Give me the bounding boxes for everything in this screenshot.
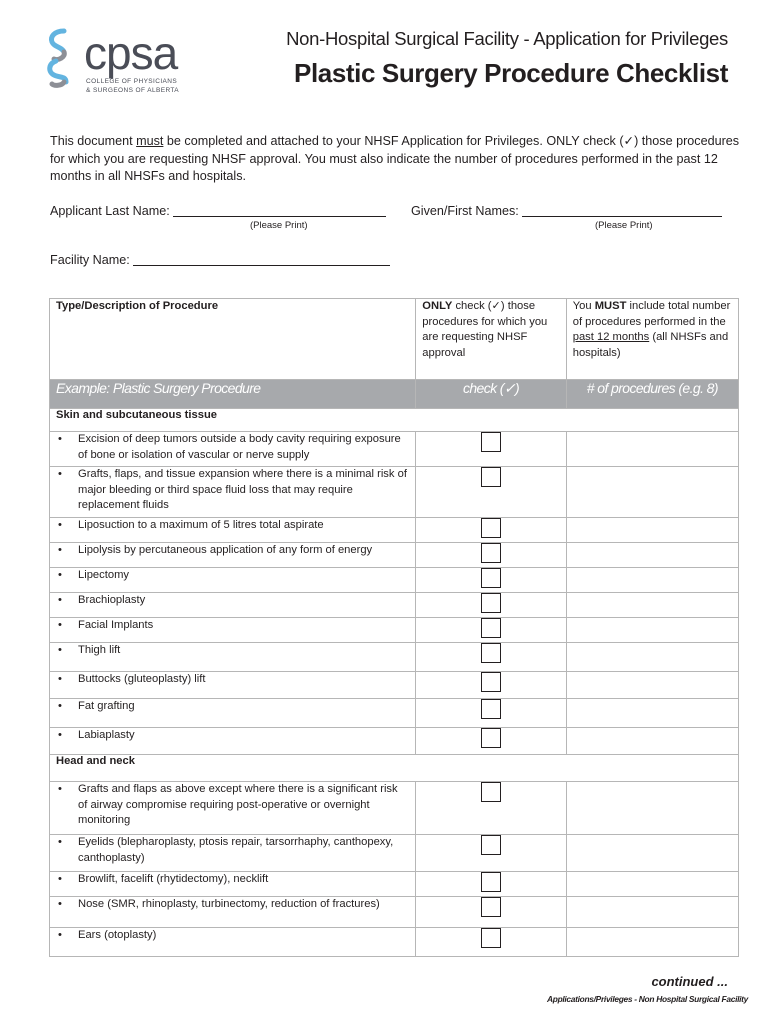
procedure-checkbox[interactable] [481, 543, 501, 563]
col-check-header [416, 299, 566, 380]
col-check-header-bold: ONLY [422, 300, 453, 312]
facility-name-line[interactable] [133, 255, 390, 266]
bullet: • [58, 569, 62, 581]
procedure-row [50, 897, 739, 928]
procedure-label: Lipolysis by percutaneous application of any form of energy [78, 544, 373, 556]
intro-paragraph [50, 133, 740, 186]
procedure-label: Brachioplasty [78, 594, 146, 606]
procedure-row [50, 835, 739, 872]
page-title: Plastic Surgery Procedure Checklist [294, 58, 728, 88]
procedure-description [50, 782, 416, 835]
procedure-count-input[interactable] [566, 699, 738, 728]
procedure-checkbox[interactable] [481, 518, 501, 538]
procedure-label: Browlift, facelift (rhytidectomy), necklift [78, 873, 269, 885]
procedure-label: Lipectomy [78, 569, 129, 581]
check-cell [416, 432, 566, 467]
procedure-count-input[interactable] [566, 928, 738, 957]
procedure-checkbox[interactable] [481, 643, 501, 663]
procedure-count-input[interactable] [566, 432, 738, 467]
check-cell [416, 618, 566, 643]
example-check: check (✓) [416, 380, 566, 409]
procedure-checkbox[interactable] [481, 568, 501, 588]
procedure-checkbox[interactable] [481, 432, 501, 452]
bullet: • [58, 898, 62, 910]
given-names-hint: (Please Print) [595, 220, 653, 231]
facility-name-label: Facility Name: [50, 253, 130, 267]
bullet: • [58, 544, 62, 556]
check-cell [416, 543, 566, 568]
procedure-label: Labiaplasty [78, 729, 135, 741]
check-cell [416, 593, 566, 618]
section-title: Head and neck [50, 755, 739, 782]
given-names-field[interactable] [411, 204, 722, 218]
bullet: • [58, 836, 62, 848]
procedure-count-input[interactable] [566, 518, 738, 543]
procedure-row [50, 593, 739, 618]
bullet: • [58, 929, 62, 941]
applicant-last-name-field[interactable] [50, 204, 386, 218]
last-name-label: Applicant Last Name: [50, 204, 170, 218]
col-count-header-text3: (all NHSFs and hospitals) [572, 331, 729, 359]
procedure-count-input[interactable] [566, 543, 738, 568]
procedure-row [50, 672, 739, 699]
procedure-count-input[interactable] [566, 618, 738, 643]
procedure-label: Eyelids (blepharoplasty, ptosis repair, tarsorrhaphy, canthopexy, canthoplasty) [78, 836, 394, 864]
col-count-header-text1: You [572, 300, 595, 312]
cpsa-logo [44, 26, 194, 106]
bullet: • [58, 783, 62, 795]
procedure-checkbox[interactable] [481, 835, 501, 855]
cpsa-logo-mark-icon [44, 28, 78, 88]
check-cell [416, 728, 566, 755]
bullet: • [58, 673, 62, 685]
procedure-row [50, 728, 739, 755]
intro-text-1: This document [50, 134, 137, 148]
procedure-label: Liposuction to a maximum of 5 litres total aspirate [78, 519, 324, 531]
procedure-description [50, 467, 416, 518]
procedure-label: Excision of deep tumors outside a body cavity requiring exposure of bone or isolation of vascular or nerve supply [78, 433, 401, 461]
check-cell [416, 928, 566, 957]
procedure-count-input[interactable] [566, 782, 738, 835]
facility-name-field[interactable] [50, 253, 390, 267]
procedure-count-input[interactable] [566, 728, 738, 755]
bullet: • [58, 433, 62, 445]
procedure-label: Grafts and flaps as above except where there is a significant risk of airway compromise requiring post-operative or overnight monitoring [78, 783, 398, 827]
intro-must: must [136, 134, 164, 148]
check-cell [416, 518, 566, 543]
logo-subtitle-line1: COLLEGE OF PHYSICIANS [86, 78, 178, 85]
col-check-header-text: check (✓) those procedures for which you are requesting NHSF approval [422, 300, 548, 359]
procedure-description [50, 872, 416, 897]
procedure-count-input[interactable] [566, 467, 738, 518]
last-name-hint: (Please Print) [250, 220, 308, 231]
check-cell [416, 897, 566, 928]
procedure-row [50, 568, 739, 593]
col-procedure-header: Type/Description of Procedure [50, 299, 416, 380]
bullet: • [58, 729, 62, 741]
procedure-count-input[interactable] [566, 897, 738, 928]
section-row [50, 409, 739, 432]
procedure-description [50, 618, 416, 643]
procedure-row [50, 518, 739, 543]
procedure-count-input[interactable] [566, 872, 738, 897]
procedure-checkbox[interactable] [481, 782, 501, 802]
section-title: Skin and subcutaneous tissue [50, 409, 739, 432]
bullet: • [58, 619, 62, 631]
check-cell [416, 568, 566, 593]
col-count-header [566, 299, 738, 380]
procedure-checkbox[interactable] [481, 728, 501, 748]
logo-subtitle-line2: & SURGEONS OF ALBERTA [86, 86, 180, 94]
procedure-row [50, 872, 739, 897]
procedure-row [50, 543, 739, 568]
bullet: • [58, 468, 62, 480]
procedure-label: Facial Implants [78, 619, 154, 631]
given-names-line[interactable] [522, 206, 722, 217]
given-names-label: Given/First Names: [411, 204, 519, 218]
example-label: Example: Plastic Surgery Procedure [50, 380, 416, 409]
procedure-description [50, 432, 416, 467]
last-name-line[interactable] [173, 206, 386, 217]
procedure-checkbox[interactable] [481, 593, 501, 613]
check-cell [416, 672, 566, 699]
check-cell [416, 699, 566, 728]
procedure-label: Thigh lift [78, 644, 121, 656]
continued-note: continued ... [651, 974, 728, 989]
procedure-count-input[interactable] [566, 593, 738, 618]
procedure-row [50, 618, 739, 643]
check-cell [416, 643, 566, 672]
procedure-description [50, 672, 416, 699]
procedure-row [50, 432, 739, 467]
procedure-checkbox[interactable] [481, 618, 501, 638]
check-cell [416, 467, 566, 518]
section-row [50, 755, 739, 782]
procedure-checkbox[interactable] [481, 928, 501, 948]
logo-wordmark: cpsa [84, 27, 178, 79]
procedure-description [50, 728, 416, 755]
procedure-row [50, 928, 739, 957]
procedure-checkbox[interactable] [481, 872, 501, 892]
procedure-description [50, 699, 416, 728]
logo-subtitle [86, 78, 179, 95]
check-cell [416, 872, 566, 897]
procedure-row [50, 699, 739, 728]
procedure-checkbox[interactable] [481, 467, 501, 487]
procedure-row [50, 643, 739, 672]
table-header-row [50, 299, 739, 380]
procedure-label: Grafts, flaps, and tissue expansion where there is a minimal risk of major bleeding or third space fluid loss that may require replacement fluids [78, 468, 407, 512]
procedure-label: Ears (otoplasty) [78, 929, 157, 941]
procedure-count-input[interactable] [566, 672, 738, 699]
check-cell [416, 782, 566, 835]
procedure-label: Fat grafting [78, 700, 135, 712]
procedure-description [50, 543, 416, 568]
intro-text-2: be completed and attached to your NHSF Application for Privileges. ONLY check (✓) those procedures for which you are requesting NHSF approval. You must also indicate the number of procedures performed in the past 12 months in all NHSFs and hospitals. [50, 134, 740, 183]
procedure-count-input[interactable] [566, 643, 738, 672]
procedure-description [50, 593, 416, 618]
procedure-checkbox[interactable] [481, 897, 501, 917]
procedure-checkbox[interactable] [481, 699, 501, 719]
procedure-row [50, 782, 739, 835]
procedure-checkbox[interactable] [481, 672, 501, 692]
procedure-description [50, 928, 416, 957]
col-count-header-must: MUST [594, 300, 627, 312]
procedure-description [50, 643, 416, 672]
procedure-count-input[interactable] [566, 568, 738, 593]
header-subtitle: Non-Hospital Surgical Facility - Application for Privileges [286, 28, 728, 49]
footer-note: Applications/Privileges - Non Hospital Surgical Facility [547, 994, 748, 1004]
bullet: • [58, 594, 62, 606]
bullet: • [58, 700, 62, 712]
check-cell [416, 835, 566, 872]
procedure-count-input[interactable] [566, 835, 738, 872]
col-count-header-text2: include total number of procedures performed in the [572, 300, 731, 328]
procedure-label: Nose (SMR, rhinoplasty, turbinectomy, reduction of fractures) [78, 898, 380, 910]
procedure-description [50, 568, 416, 593]
example-row [50, 380, 739, 409]
bullet: • [58, 873, 62, 885]
procedure-row [50, 467, 739, 518]
procedure-label: Buttocks (gluteoplasty) lift [78, 673, 206, 685]
example-count: # of procedures (e.g. 8) [566, 380, 738, 409]
procedure-checklist-table [49, 298, 739, 957]
procedure-description [50, 897, 416, 928]
bullet: • [58, 644, 62, 656]
bullet: • [58, 519, 62, 531]
procedure-description [50, 835, 416, 872]
procedure-description [50, 518, 416, 543]
col-count-header-underlined: past 12 months [572, 331, 650, 343]
